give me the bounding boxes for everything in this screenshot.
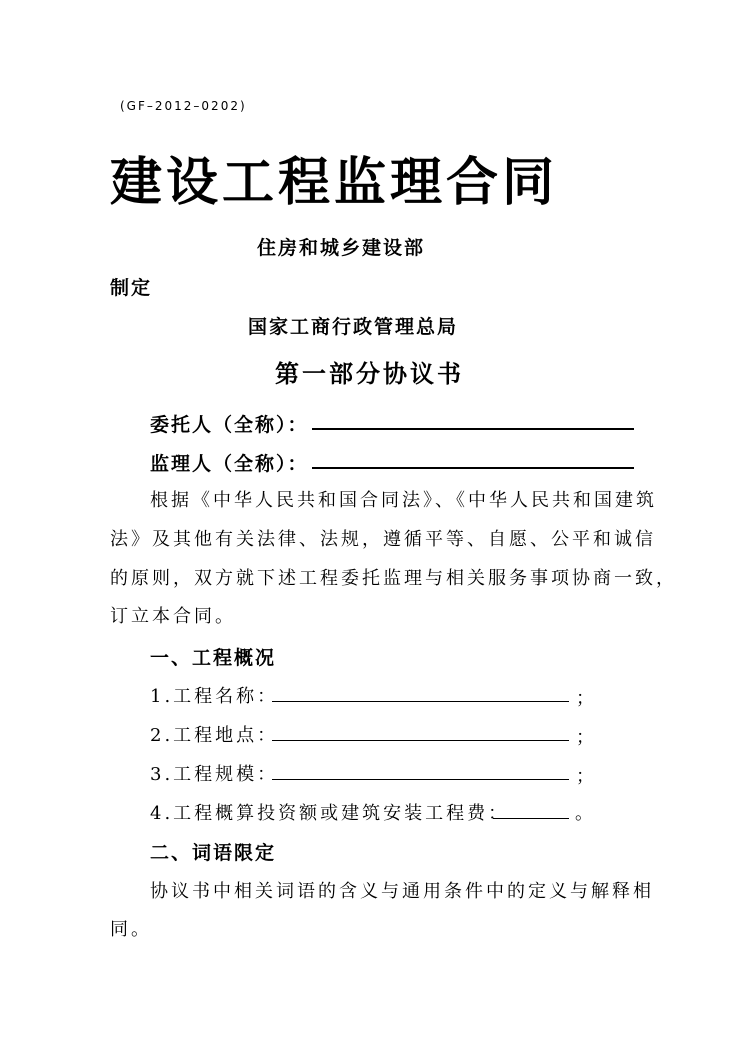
project-name-blank-line [272,701,569,702]
section-heading-overview: 一、工程概况 [150,647,277,669]
item-end-mark: 。 [575,803,596,824]
paragraph-line: 同。 [110,919,152,940]
paragraph-line: 法》及其他有关法律、法规，遵循平等、自愿、公平和诚信 [110,529,656,550]
paragraph-line: 协议书中相关词语的含义与通用条件中的定义与解释相 [150,881,654,902]
item-end-mark: ； [576,727,597,748]
item-project-location: 2.工程地点： [150,725,279,746]
item-project-scale: 3.工程规模： [150,764,279,785]
item-end-mark: ； [576,766,597,787]
investment-blank-line [493,818,569,819]
client-label: 委托人（全称）： [150,414,309,436]
project-location-blank-line [272,740,569,741]
supervisor-blank-line [312,467,634,469]
item-investment: 4.工程概算投资额或建筑安装工程费： [150,803,510,824]
supervisor-label: 监理人（全称）： [150,453,309,475]
item-end-mark: ； [576,688,597,709]
item-project-name: 1.工程名称： [150,686,279,707]
page-title: 建设工程监理合同 [110,152,559,213]
project-scale-blank-line [272,779,569,780]
issuer-administration: 国家工商行政管理总局 [248,316,459,338]
client-blank-line [312,428,634,430]
made-label: 制定 [110,277,153,299]
paragraph-line: 的原则，双方就下述工程委托监理与相关服务事项协商一致， [110,568,677,589]
paragraph-line: 根据《中华人民共和国合同法》、《中华人民共和国建筑 [150,490,657,511]
contract-code: (GF–2012–0202) [120,99,247,113]
part-title: 第一部分协议书 [275,359,464,388]
paragraph-line: 订立本合同。 [110,606,236,627]
section-heading-terms: 二、词语限定 [150,842,277,864]
issuer-ministry: 住房和城乡建设部 [257,237,426,259]
